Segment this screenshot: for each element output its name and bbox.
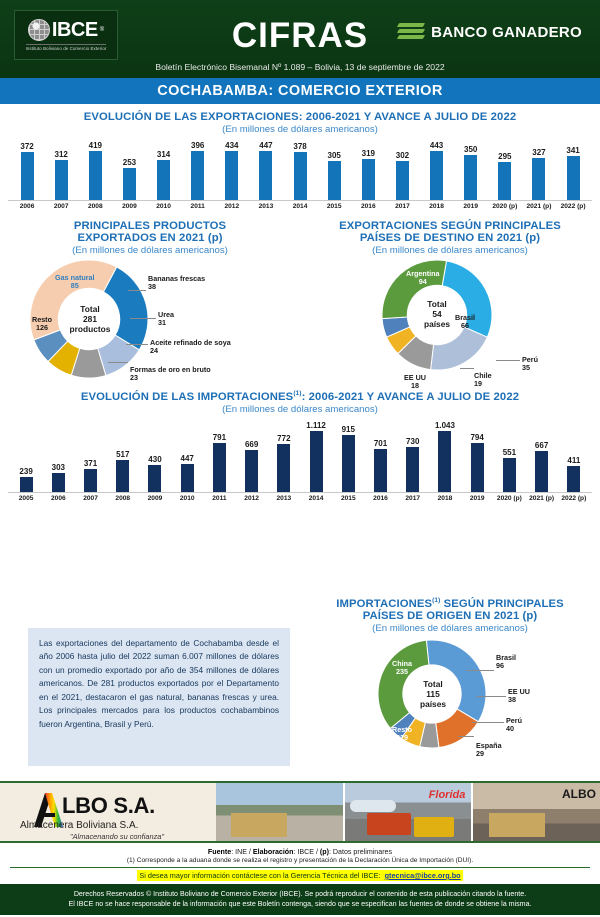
exports-bar-chart	[0, 141, 600, 210]
source-label-p: (p)	[319, 848, 329, 856]
export-countries-donut-wrap	[300, 256, 600, 391]
source-value-p: : Datos preliminares	[328, 848, 393, 856]
donut-label	[392, 660, 412, 676]
export-products-title-line2: EXPORTADOS EN 2021 (p)	[77, 232, 223, 244]
source-line	[0, 848, 600, 856]
bar-value-label: 434	[225, 141, 239, 150]
bar-item	[215, 141, 249, 200]
sponsor-strip	[0, 781, 600, 843]
bar-item	[107, 421, 139, 492]
bar-value-label: 791	[212, 432, 227, 442]
bar-rect	[406, 447, 419, 492]
bulletin-line: Boletín Electrónico Bisemanal Nº 1.089 – Bolivia, 13 de septiembre de 2022	[155, 62, 445, 72]
bar-rect	[294, 152, 307, 200]
bar-rect	[362, 159, 375, 200]
export-products-subtitle: (En millones de dólares americanos)	[72, 245, 228, 256]
bar-value-label: 372	[20, 142, 34, 152]
donut-label-name: EE UU	[508, 686, 530, 696]
bar-item	[351, 141, 385, 200]
import-countries-title-line1	[300, 597, 600, 610]
bar-item	[236, 421, 268, 492]
donut-label-name: Bananas frescas	[148, 274, 206, 283]
x-axis-tick-label: 2014	[292, 203, 308, 210]
bar-item	[112, 141, 146, 200]
center-line-1: Total	[427, 299, 447, 310]
bar-item	[171, 421, 203, 492]
bar-rect	[471, 443, 484, 492]
bar-rect	[157, 160, 170, 200]
x-axis-tick-label: 2010	[156, 203, 171, 210]
bar-rect	[52, 473, 65, 492]
donut-label-name: Urea	[158, 310, 174, 319]
source-value-fuente: : INE /	[231, 848, 253, 856]
donut-label-value: 126	[35, 323, 48, 333]
x-axis-tick-label: 2015	[326, 203, 342, 210]
donut-label	[476, 742, 502, 758]
contact-email-link[interactable]: gtecnica@ibce.org.bo	[384, 871, 461, 880]
exports-chart-heading	[0, 111, 600, 135]
donut-label-value: 18	[410, 381, 419, 391]
donut-label	[55, 274, 95, 290]
bar-item	[300, 421, 332, 492]
bar-rect	[498, 162, 511, 200]
bar-item	[10, 141, 44, 200]
donut-label-value: 40	[506, 723, 514, 733]
bar-value-label: 303	[51, 463, 65, 473]
imports-chart-heading	[0, 390, 600, 415]
imports-chart-section	[0, 390, 600, 502]
bar-item	[10, 421, 42, 492]
photo-label-florida: Florida	[428, 789, 466, 801]
bar-rect	[310, 431, 323, 492]
donut-label-value: 96	[496, 660, 504, 670]
bar-value-label: 915	[341, 425, 355, 435]
footer-divider	[10, 867, 590, 868]
bar-item	[558, 421, 590, 492]
donut-label	[150, 339, 231, 355]
bar-value-label: 447	[180, 454, 194, 464]
x-axis-tick-label: 2011	[190, 203, 205, 210]
x-axis-tick-label: 2019	[463, 203, 479, 210]
photo-forklift-shape-2	[414, 817, 454, 837]
bar-value-label: 302	[395, 151, 410, 161]
bar-item	[526, 421, 558, 492]
bar-item	[454, 141, 488, 200]
import-countries-subtitle: (En millones de dólares americanos)	[372, 622, 528, 634]
x-axis-tick-label: 2007	[83, 494, 98, 502]
bar-rect	[503, 458, 516, 492]
bar-value-label: 411	[567, 456, 581, 466]
bar-rect	[225, 151, 238, 200]
bar-value-label: 327	[532, 148, 546, 158]
bar-item	[556, 141, 590, 200]
bar-item	[42, 421, 74, 492]
donut-label-value: 94	[418, 277, 427, 287]
page-title: CIFRAS	[231, 16, 369, 55]
donut-label-name: Brasil	[496, 652, 516, 662]
legal-line-1: Derechos Reservados © Instituto Boliviano de Comercio Exterior (IBCE). Se podrá reproducir el contenido de esta publicación citando la fuente.	[73, 890, 527, 898]
x-axis-tick-label: 2007	[53, 203, 69, 210]
bar-rect	[277, 444, 290, 492]
bar-item	[397, 421, 429, 492]
exports-chart-title: EVOLUCIÓN DE LAS EXPORTACIONES: 2006-2021 Y AVANCE A JULIO DE 2022	[83, 111, 517, 123]
bar-rect	[342, 435, 355, 491]
donut-label-value: 94	[367, 325, 376, 335]
page-footer	[0, 845, 600, 915]
legal-notice	[0, 884, 600, 915]
center-line-3: países	[419, 698, 447, 709]
export-products-donut-wrap	[0, 256, 300, 386]
exports-donuts-row	[0, 220, 600, 391]
bar-value-label: 447	[259, 141, 273, 150]
x-axis-tick-label: 2020 (p)	[496, 494, 522, 502]
export-countries-title-line1: EXPORTACIONES SEGÚN PRINCIPALES	[339, 220, 561, 232]
export-products-heading	[0, 220, 300, 256]
x-axis-tick-label: 2009	[122, 203, 137, 210]
bar-rect	[438, 431, 451, 492]
x-axis-tick-label: 2006	[19, 203, 35, 210]
import-countries-title-line2: PAÍSES DE ORIGEN EN 2021 (p)	[362, 609, 538, 622]
bar-value-label: 730	[406, 436, 420, 446]
photo-albo-building	[473, 783, 600, 841]
bar-value-label: 295	[498, 152, 512, 162]
bar-item	[203, 421, 235, 492]
bar-value-label: 319	[361, 149, 375, 159]
bar-rect	[567, 466, 580, 491]
legal-line-2: El IBCE no se hace responsable de la información que este Boletín contenga, siendo que se especifican las fuentes de donde se obtiene la misma.	[68, 900, 532, 909]
bar-value-label: 371	[83, 458, 98, 468]
albo-subtitle: Almacenera Boliviana S.A.	[20, 820, 139, 831]
x-axis-tick-label: 2009	[147, 494, 163, 502]
bar-value-label: 253	[122, 157, 137, 167]
donut-label	[406, 270, 440, 286]
donut-label-value: 29	[476, 748, 484, 758]
donut-label-value: 229	[395, 732, 408, 742]
donut-label	[158, 311, 174, 327]
exports-chart-section	[0, 111, 600, 210]
bar-rect	[535, 451, 548, 492]
bar-rect	[191, 151, 204, 200]
x-axis-tick-label: 2006	[50, 494, 66, 502]
bank-sponsor-name: BANCO GANADERO	[431, 23, 582, 41]
bar-item	[493, 421, 525, 492]
donut-leader-line	[472, 722, 504, 723]
bar-item	[268, 421, 300, 492]
bar-item	[249, 141, 283, 200]
export-countries-title-line2: PAÍSES DE DESTINO EN 2021 (p)	[359, 232, 541, 244]
bar-value-label: 772	[277, 434, 291, 444]
bar-value-label: 378	[293, 141, 307, 151]
donut-label-name: Perú	[506, 715, 522, 725]
export-countries-subtitle: (En millones de dólares americanos)	[372, 245, 528, 256]
bar-rect	[567, 156, 580, 200]
donut-label	[404, 374, 426, 390]
bar-rect	[89, 151, 102, 200]
registered-icon: ®	[99, 27, 105, 33]
bar-item	[332, 421, 364, 492]
bar-value-label: 350	[464, 145, 478, 155]
imports-title-part-a: EVOLUCIÓN DE LAS IMPORTACIONES	[80, 390, 294, 403]
bank-sponsor-logo	[398, 22, 582, 42]
donut-leader-line	[126, 344, 148, 345]
bar-item	[488, 141, 522, 200]
bar-item	[522, 141, 556, 200]
section-band-title: COCHABAMBA: COMERCIO EXTERIOR	[0, 78, 600, 104]
photo-label-albo: ALBO	[562, 787, 597, 801]
center-line-2: 54	[432, 309, 442, 320]
bar-value-label: 701	[373, 438, 388, 448]
banco-ganadero-mark-icon	[398, 22, 424, 42]
photo-cargo-shape	[231, 813, 287, 837]
center-line-2: 281	[83, 314, 97, 325]
export-products-panel	[0, 220, 300, 386]
page-header	[0, 0, 600, 78]
donut-label	[496, 654, 516, 670]
bar-value-label: 517	[116, 449, 130, 459]
x-axis-tick-label: 2013	[258, 203, 274, 210]
donut-label-value: 66	[460, 321, 469, 331]
bar-value-label: 341	[566, 146, 580, 156]
bar-value-label: 1.043	[434, 420, 455, 430]
imports-title-part-b: : 2006-2021 Y AVANCE A JULIO DE 2022	[301, 390, 520, 403]
imports-chart-title	[0, 390, 600, 403]
bar-item	[364, 421, 396, 492]
bar-rect	[148, 465, 161, 492]
donut-label-name: Chile	[474, 371, 492, 380]
bar-rect	[213, 443, 226, 492]
bar-rect	[245, 450, 258, 491]
donut-leader-line	[476, 696, 506, 697]
center-line-2: 115	[426, 688, 440, 699]
bar-rect	[430, 151, 443, 200]
donut-label-value: 23	[130, 373, 138, 383]
donut-label	[474, 372, 492, 388]
contact-line	[0, 871, 600, 880]
export-countries-panel	[300, 220, 600, 391]
donut-label	[32, 316, 52, 332]
bar-item	[420, 141, 454, 200]
photo-warehouse-yard	[216, 783, 343, 841]
imp-ctry-footnote-marker: (1)	[432, 597, 441, 604]
bar-value-label: 551	[502, 447, 517, 457]
donut-label-name: China	[392, 658, 412, 668]
x-axis-tick-label: 2019	[469, 494, 485, 502]
bar-rect	[84, 469, 97, 492]
donut-label-value: 31	[158, 318, 166, 328]
center-line-3: países	[423, 318, 451, 329]
x-axis-tick-label: 2012	[244, 494, 259, 502]
x-axis-tick-label: 2021 (p)	[529, 494, 555, 502]
x-axis-tick-label: 2022 (p)	[561, 494, 587, 502]
export-products-title-line1: PRINCIPALES PRODUCTOS	[73, 220, 227, 232]
donut-label-value: 38	[148, 282, 156, 292]
bar-value-label: 314	[156, 149, 171, 159]
bar-rect	[116, 460, 129, 492]
x-axis-tick-label: 2010	[179, 494, 195, 502]
footnote-1: (1) Corresponde a la aduana donde se realiza el registro y presentación de la Declaración Única de Importación (DUI).	[126, 857, 474, 864]
x-axis-tick-label: 2021 (p)	[526, 203, 552, 210]
x-axis-tick-label: 2005	[18, 494, 34, 502]
bar-value-label: 305	[327, 150, 341, 160]
bar-value-label: 443	[429, 141, 444, 150]
donut-label-name: España	[476, 740, 502, 750]
x-axis-tick-label: 2008	[87, 203, 103, 210]
bar-rect	[123, 168, 136, 200]
bar-rect	[328, 161, 341, 200]
donut-leader-line	[460, 368, 474, 369]
donut-label-value: 38	[508, 694, 516, 704]
donut-label-name: Perú	[522, 355, 538, 364]
donut-label	[392, 726, 412, 742]
sponsor-photos	[216, 783, 600, 841]
donut-label-value: 19	[474, 379, 482, 389]
source-value-elaboracion: : IBCE /	[293, 848, 320, 856]
exports-bars	[8, 141, 592, 201]
imports-title-footnote-marker: (1)	[293, 390, 302, 397]
x-axis-tick-label: 2018	[429, 203, 444, 210]
donut-label-name: Resto	[362, 317, 382, 326]
albo-name: LBO S.A.	[62, 793, 155, 818]
donut-label	[455, 314, 475, 330]
center-line-1: Total	[423, 678, 443, 689]
donut-leader-line	[496, 360, 520, 361]
bar-item	[139, 421, 171, 492]
x-axis-tick-label: 2014	[308, 494, 324, 502]
albo-slogan: "Almacenando su confianza"	[70, 832, 164, 841]
bar-value-label: 667	[534, 440, 549, 450]
center-line-3: productos	[69, 323, 111, 334]
bar-item	[44, 141, 78, 200]
donut-leader-line	[128, 290, 146, 291]
bar-rect	[21, 152, 34, 200]
donut-label-name: Aceite refinado de soya	[150, 338, 231, 347]
donut-leader-line	[466, 670, 494, 671]
imports-x-axis-labels	[8, 493, 592, 502]
x-axis-tick-label: 2013	[276, 494, 292, 502]
bar-value-label: 430	[148, 455, 162, 465]
x-axis-tick-label: 2017	[395, 203, 410, 210]
x-axis-tick-label: 2008	[115, 494, 131, 502]
donut-label-value: 85	[70, 281, 79, 291]
ibce-logo-tagline: Instituto Boliviano de Comercio Exterior	[25, 46, 107, 51]
imports-bars	[8, 421, 592, 493]
import-countries-donut-wrap	[300, 634, 600, 759]
contact-text: Si desea mayor información contáctese con la Gerencia Técnica del IBCE:	[139, 871, 381, 880]
x-axis-tick-label: 2020 (p)	[492, 203, 518, 210]
donut-label-name: Resto	[32, 315, 52, 324]
x-axis-tick-label: 2022 (p)	[560, 203, 586, 210]
donut-label-name: Brasil	[455, 313, 475, 322]
donut-label	[148, 275, 205, 291]
exports-chart-subtitle: (En millones de dólares americanos)	[222, 124, 378, 135]
bar-value-label: 396	[191, 141, 205, 150]
source-label-elaboracion: Elaboración	[252, 848, 294, 856]
bar-rect	[374, 449, 387, 492]
photo-crate-shape	[489, 813, 545, 837]
source-label-fuente: Fuente	[207, 848, 232, 856]
albo-logo	[0, 783, 216, 841]
donut-leader-line	[130, 318, 156, 319]
donut-label-name: Formas de oro en bruto	[130, 365, 211, 374]
bar-item	[317, 141, 351, 200]
x-axis-tick-label: 2016	[373, 494, 388, 502]
donut-label-value: 24	[150, 346, 158, 356]
x-axis-tick-label: 2018	[437, 494, 453, 502]
donut-label	[130, 366, 211, 382]
x-axis-tick-label: 2017	[405, 494, 421, 502]
bar-value-label: 239	[19, 467, 33, 477]
donut-label-value: 35	[522, 363, 530, 373]
bar-value-label: 794	[470, 432, 484, 442]
bar-value-label: 312	[54, 149, 68, 159]
donut-label-name: Resto	[392, 724, 412, 734]
bar-item	[147, 141, 181, 200]
imp-ctry-title-a: IMPORTACIONES	[336, 597, 433, 610]
bar-item	[181, 141, 215, 200]
donut-label-value: 235	[395, 666, 408, 676]
x-axis-tick-label: 2012	[224, 203, 240, 210]
bar-rect	[181, 464, 194, 492]
bar-value-label: 1.112	[306, 420, 326, 430]
bar-value-label: 419	[88, 141, 102, 150]
bar-item	[78, 141, 112, 200]
donut-label	[506, 717, 522, 733]
donut-label-name: Gas natural	[55, 273, 95, 282]
donut-label	[508, 688, 530, 704]
donut-label-name: Argentina	[406, 269, 440, 278]
x-axis-tick-label: 2011	[212, 494, 227, 502]
bar-item	[461, 421, 493, 492]
bar-item	[74, 421, 106, 492]
bar-rect	[464, 155, 477, 200]
import-countries-panel	[300, 597, 600, 759]
donut-label	[362, 318, 382, 334]
photo-forklift-plane	[345, 783, 472, 841]
donut-leader-line	[108, 362, 128, 363]
bar-item	[429, 421, 461, 492]
imports-chart-subtitle: (En millones de dólares americanos)	[222, 403, 378, 415]
bar-rect	[259, 151, 272, 200]
import-countries-heading	[300, 597, 600, 634]
imp-ctry-title-b: SEGÚN PRINCIPALES	[440, 597, 564, 610]
summary-textbox: Las exportaciones del departamento de Cochabamba desde el año 2006 hasta julio del 2022 suman 6.007 millones de dólares con un promedio exportado por año de 354 millones de dólares americanos. De 281 productos exportados por el Departamento en el 2021, destacaron el gas natural, bananas frescas y urea. Los principales mercados para los productos cochabambinos fueron Argentina, Brasil y Perú.	[28, 628, 290, 766]
donut-leader-line	[458, 736, 474, 737]
bar-value-label: 669	[244, 440, 259, 450]
x-axis-tick-label: 2015	[340, 494, 356, 502]
bar-item	[283, 141, 317, 200]
exports-x-axis-labels	[8, 201, 592, 210]
photo-forklift-shape	[367, 813, 411, 835]
bar-rect	[396, 161, 409, 200]
export-countries-heading	[300, 220, 600, 256]
bar-rect	[55, 160, 68, 200]
x-axis-tick-label: 2016	[360, 203, 376, 210]
ibce-logo-text: IBCE	[51, 19, 98, 41]
donut-label	[522, 356, 538, 372]
center-line-1: Total	[80, 304, 100, 315]
imports-bar-chart	[0, 421, 600, 502]
bar-item	[385, 141, 419, 200]
bar-rect	[532, 158, 545, 200]
photo-plane-shape	[350, 800, 396, 812]
donut-label-name: EE UU	[404, 373, 426, 382]
bar-rect	[20, 477, 33, 492]
